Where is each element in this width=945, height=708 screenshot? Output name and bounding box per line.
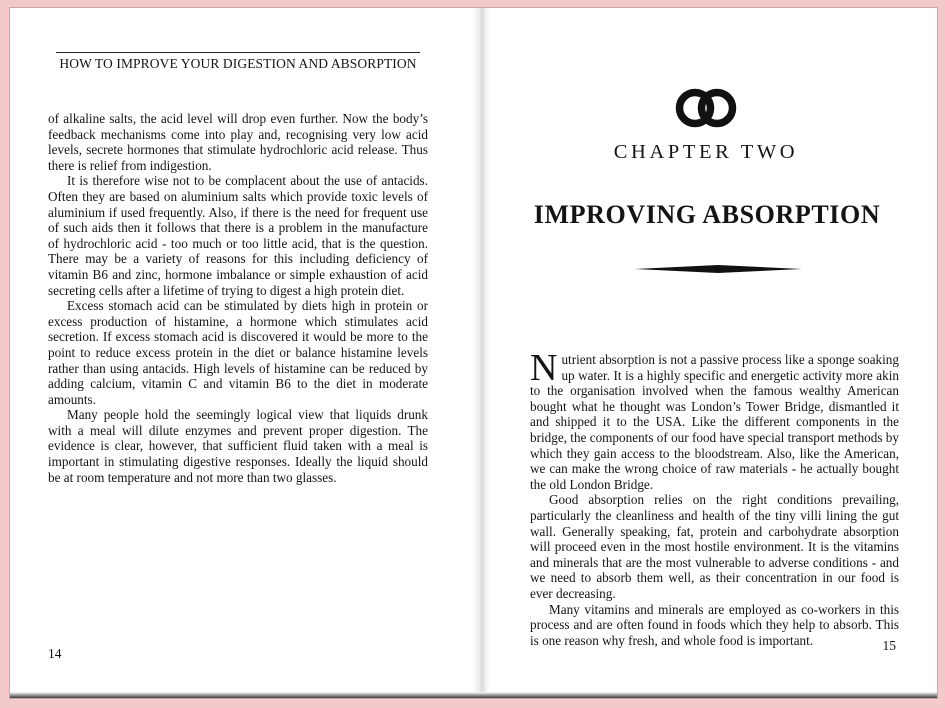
right-body-text [530, 347, 899, 648]
paragraph: of alkaline salts, the acid level will drop even further. Now the body’s feedback mechanisms come into play and, recognising very low acid levels, secrete hormones that stimulate hydrochloric acid release. Thus there is relief from indigestion. [48, 111, 428, 173]
page-number: 15 [882, 638, 896, 653]
paragraph: It is therefore wise not to be complacent about the use of antacids. Often they are based on aluminium salts which provide toxic levels of aluminium if used frequently. Also, if there is the need for frequent use of such aids then it follows that there is a problem in the manufacture of hydrochloric acid - too much or too little acid, that is the question. There may be a variety of reasons for this including deficiency of vitamin B6 and zinc, hormone imbalance or simple exhaustion of acid secreting cells after a lifetime of trying to digest a high protein diet. [48, 173, 428, 298]
paragraph: Many people hold the seemingly logical view that liquids drunk with a meal will dilute enzymes and prevent proper digestion. The evidence is clear, however, that sufficient fluid taken with a meal is important in stimulating digestive responses. Ideally the liquid should be at room temperature and not more than two glasses. [48, 407, 428, 485]
paragraph: Excess stomach acid can be stimulated by diets high in protein or excess production of histamine, a hormone which stimulates acid secretion. If excess stomach acid is discovered it would be more to the point to reduce excess protein in the diet or balance histamine levels rather than using antacids. High levels of histamine can be reduced by adding calcium, vitamin C and vitamin B6 to the diet in moderate amounts. [48, 298, 428, 407]
left-page [10, 8, 472, 692]
opening-paragraph-text: utrient absorption is not a passive process like a sponge soaking up water. It is a highly specific and energetic activity more akin to the organisation involved when the famous wealthy American bought what he thought was London’s Tower Bridge, dismantled it and shipped it to the USA. Like the different components in the bridge, the components of our food have special transport methods by which they gain access to the bloodstream. Also, like the American, we can make the wrong choice of raw materials - he actually bought the old London Bridge. [530, 352, 899, 492]
running-head: HOW TO IMPROVE YOUR DIGESTION AND ABSORPTION [56, 52, 420, 72]
chapter-emblem-icon [675, 88, 737, 128]
chapter-label: CHAPTER TWO [613, 141, 799, 163]
book-gutter [472, 8, 490, 698]
chapter-title: IMPROVING ABSORPTION [533, 200, 881, 229]
paragraph: Good absorption relies on the right conditions prevailing, particularly the cleanliness and health of the tiny villi lining the gut wall. Generally speaking, fat, protein and carbohydrate absorption will proceed even in the most hostile environment. It is the vitamins and minerals that are the most vulnerable to adverse conditions - and we need to absorb them well, as their concentration in our food is ever decreasing. [530, 492, 899, 601]
ornamental-rule [634, 265, 802, 273]
left-body-text [48, 111, 428, 485]
opening-paragraph [530, 347, 899, 492]
book-spread [10, 8, 937, 698]
drop-cap: N [530, 347, 558, 389]
page-bottom-edge [10, 692, 937, 698]
right-page [490, 8, 937, 692]
paragraph: Many vitamins and minerals are employed as co-workers in this process and are often found in foods which they help to absorb. This is one reason why fresh, and whole food is important. [530, 601, 899, 648]
page-number: 14 [48, 646, 62, 661]
